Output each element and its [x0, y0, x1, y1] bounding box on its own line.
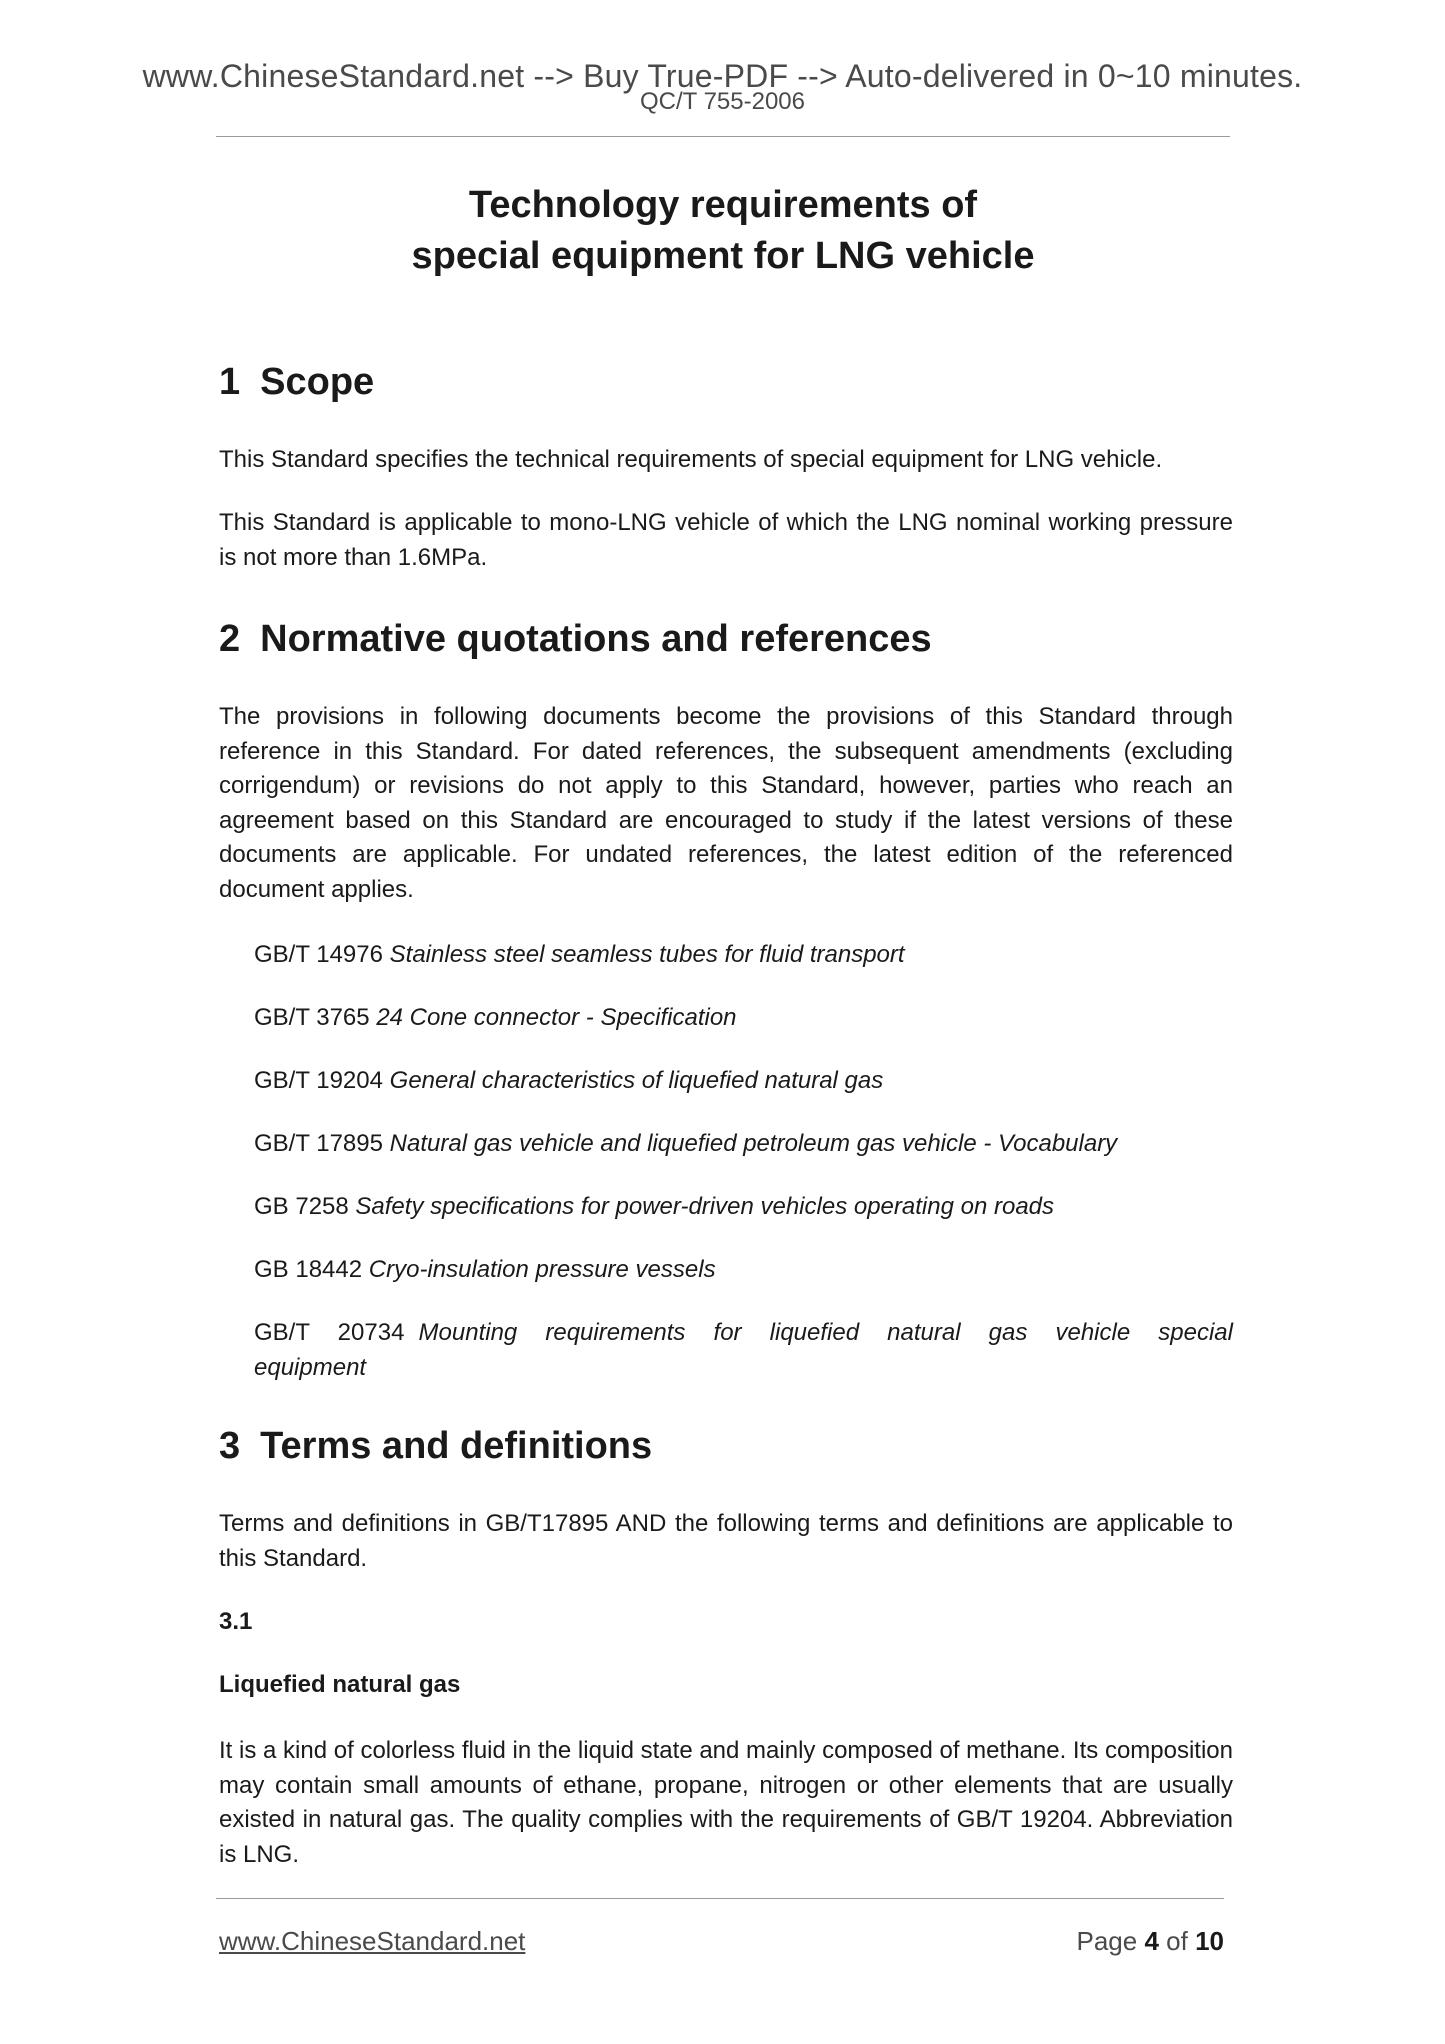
- title-line-1: Technology requirements of: [468, 184, 978, 226]
- title-line-2: special equipment for LNG vehicle: [411, 235, 1035, 277]
- page-indicator: [1076, 1926, 1224, 1957]
- term-definition: It is a kind of colorless fluid in the liquid state and mainly composed of methane. Its composition may contain small amounts of ethane, propane, nitrogen or other elements that are usually existed in natural gas. The quality complies with the requirements of GB/T 19204. Abbreviation is LNG.: [219, 1737, 1233, 1868]
- section-heading-normative: [219, 618, 932, 661]
- reference-item: [254, 1253, 1233, 1288]
- page-total: 10: [1195, 1926, 1224, 1956]
- reference-item: [254, 1316, 1233, 1385]
- scope-paragraph-2: This Standard is applicable to mono-LNG vehicle of which the LNG nominal working pressure is not more than 1.6MPa.: [219, 509, 1233, 571]
- reference-code: GB/T 20734: [254, 1319, 405, 1346]
- header-divider: [216, 136, 1230, 137]
- terms-paragraph: Terms and definitions in GB/T17895 AND the following terms and definitions are applicable to this Standard.: [219, 1510, 1233, 1572]
- scope-paragraph-1: This Standard specifies the technical requirements of special equipment for LNG vehicle.: [219, 446, 1163, 473]
- section-heading-scope: [219, 361, 374, 404]
- reference-item: [254, 938, 1233, 973]
- reference-code: GB 7258: [254, 1193, 349, 1220]
- section-title: Normative quotations and references: [260, 618, 932, 660]
- section-title: Terms and definitions: [260, 1425, 653, 1467]
- reference-title: Safety specifications for power-driven vehicles operating on roads: [355, 1193, 1055, 1220]
- reference-item: [254, 1001, 1233, 1036]
- reference-item: [254, 1127, 1233, 1162]
- reference-code: GB/T 14976: [254, 941, 383, 968]
- page-label: Page: [1076, 1926, 1138, 1956]
- normative-paragraph: The provisions in following documents become the provisions of this Standard through reference in this Standard. For dated references, the subsequent amendments (excluding corrigendum) or revisions do not apply to this Standard, however, parties who reach an agreement based on this Standard are encouraged to study if the latest versions of these documents are applicable. For undated references, the latest edition of the referenced document applies.: [219, 703, 1233, 903]
- reference-code: GB/T 3765: [254, 1004, 370, 1031]
- page-of: of: [1166, 1926, 1188, 1956]
- reference-title: 24 Cone connector - Specification: [376, 1004, 737, 1031]
- header-banner: www.ChineseStandard.net --> Buy True-PDF --> Auto-delivered in 0~10 minutes.: [142, 58, 1303, 94]
- reference-code: GB 18442: [254, 1256, 363, 1283]
- document-number: QC/T 755-2006: [640, 88, 805, 115]
- page-current: 4: [1144, 1926, 1159, 1956]
- section-title: Scope: [260, 361, 375, 403]
- reference-title: Mounting requirements for liquefied natural gas vehicle special equipment: [254, 1319, 1233, 1381]
- footer-divider: [216, 1898, 1224, 1899]
- section-number: 2: [219, 618, 241, 660]
- subsection-number: 3.1: [219, 1608, 253, 1635]
- section-heading-terms: [219, 1425, 652, 1468]
- reference-title: Stainless steel seamless tubes for fluid transport: [389, 941, 905, 968]
- reference-item: [254, 1190, 1233, 1225]
- reference-title: Cryo-insulation pressure vessels: [368, 1256, 716, 1283]
- reference-code: GB/T 17895: [254, 1130, 383, 1157]
- reference-title: Natural gas vehicle and liquefied petroleum gas vehicle - Vocabulary: [389, 1130, 1118, 1157]
- reference-code: GB/T 19204: [254, 1067, 383, 1094]
- section-number: 3: [219, 1425, 241, 1467]
- reference-item: [254, 1064, 1233, 1099]
- section-number: 1: [219, 361, 241, 403]
- document-title: [216, 180, 1230, 282]
- footer-website-link[interactable]: www.ChineseStandard.net: [219, 1926, 526, 1956]
- reference-title: General characteristics of liquefied natural gas: [389, 1067, 884, 1094]
- term-heading: Liquefied natural gas: [219, 1671, 461, 1698]
